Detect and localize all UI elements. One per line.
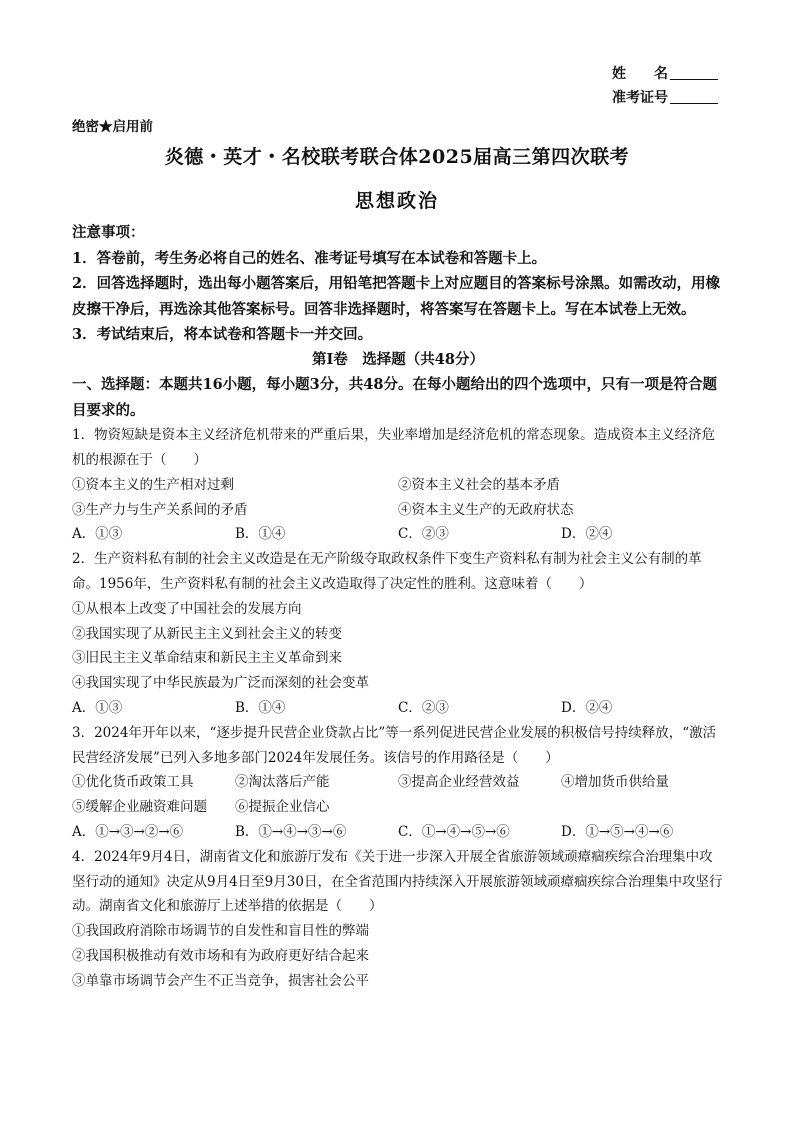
choice-d[interactable]: D．②④ — [561, 526, 613, 543]
statement-item: ③单靠市场调节会产生不正当竞争，损害社会公平 — [72, 972, 369, 989]
statement-item: ④我国实现了中华民族最为广泛而深刻的社会变革 — [72, 675, 369, 692]
statement-item: ⑤缓解企业融资难问题 — [72, 799, 207, 816]
notice-item: 1．答卷前，考生务必将自己的姓名、准考证号填写在本试卷和答题卡上。 — [72, 249, 547, 267]
notice-item: 3．考试结束后，将本试卷和答题卡一并交回。 — [72, 326, 373, 344]
statement-item: ③生产力与生产关系间的矛盾 — [72, 501, 248, 518]
section-heading: 第Ⅰ卷 选择题（共48分） — [312, 350, 484, 368]
statement-item: ③旧民主主义革命结束和新民主主义革命到来 — [72, 650, 342, 667]
name-row — [612, 62, 718, 86]
statement-item: ②淘汰落后产能 — [235, 774, 330, 791]
exam-id-blank[interactable] — [670, 89, 718, 104]
statement-item: ②资本主义社会的基本矛盾 — [398, 476, 560, 493]
question-stem: 1．物资短缺是资本主义经济危机带来的严重后果，失业率增加是经济危机的常态现象。造成资本主义经济危机的根源在于（ ） — [72, 427, 716, 468]
statement-item: ③提高企业经营效益 — [398, 774, 520, 791]
candidate-info — [612, 62, 718, 110]
choice-row — [72, 820, 724, 845]
statement-row — [72, 498, 724, 523]
choice-c[interactable]: C．②③ — [398, 526, 449, 543]
subject-title: 思想政治 — [354, 190, 439, 212]
choice-c[interactable]: C．②③ — [398, 699, 449, 716]
choice-row — [72, 522, 724, 547]
statement-item: ②我国实现了从新民主主义到社会主义的转变 — [72, 625, 342, 642]
exam-id-row — [612, 86, 718, 110]
statement-row — [72, 473, 724, 498]
choice-d[interactable]: D．②④ — [561, 699, 613, 716]
choice-b[interactable]: B．①④ — [235, 699, 286, 716]
statement-row — [72, 795, 724, 820]
choice-c[interactable]: C．①→④→⑤→⑥ — [398, 823, 510, 840]
choice-a[interactable]: A．①③ — [72, 526, 123, 543]
choice-a[interactable]: A．①→③→②→⑥ — [72, 823, 184, 840]
exam-title: 炎德・英才・名校联考联合体2025届高三第四次联考 — [164, 146, 630, 168]
secret-mark: 绝密★启用前 — [72, 119, 153, 135]
statement-item: ②我国积极推动有效市场和有为政府更好结合起来 — [72, 947, 369, 964]
statement-item: ①我国政府消除市场调节的自发性和盲目性的弊端 — [72, 923, 369, 940]
choice-b[interactable]: B．①④ — [235, 526, 286, 543]
statement-item: ④资本主义生产的无政府状态 — [398, 501, 574, 518]
question-stem: 3．2024年开年以来，“逐步提升民营企业贷款占比”等一系列促进民营企业发展的积极信号持续释放，“激活民营经济发展”已列入多地多部门2024年发展任务。该信号的作用路径是（ ） — [72, 724, 717, 766]
exam-content — [72, 220, 724, 993]
statement-item: ⑥提振企业信心 — [235, 799, 330, 816]
statement-item: ①资本主义的生产相对过剩 — [72, 476, 234, 493]
statement-item: ①优化货币政策工具 — [72, 774, 194, 791]
statement-item: ④增加货币供给量 — [561, 774, 669, 791]
statement-row — [72, 770, 724, 795]
exam-id-label: 准考证号 — [612, 90, 668, 106]
notice-heading: 注意事项： — [72, 224, 145, 241]
choice-row — [72, 696, 724, 721]
name-label: 姓 名 — [612, 66, 668, 82]
choice-d[interactable]: D．①→⑤→④→⑥ — [561, 823, 674, 840]
name-blank[interactable] — [670, 65, 718, 80]
choice-a[interactable]: A．①③ — [72, 699, 123, 716]
question-stem: 4．2024年9月4日，湖南省文化和旅游厅发布《关于进一步深入开展全省旅游领域顽瘴痼疾综合治理集中攻坚行动的通知》决定从9月4日至9月30日，在全省范围内持续深入开展旅游领域顽瘴痼疾综合治理集中攻坚行动。湖南省文化和旅游厅上述举措的依据是（ ） — [72, 848, 723, 915]
section-instruction: 一、选择题：本题共16小题，每小题3分，共48分。在每小题给出的四个选项中，只有一项是符合题目要求的。 — [72, 375, 717, 419]
statement-item: ①从根本上改变了中国社会的发展方向 — [72, 600, 302, 617]
choice-b[interactable]: B．①→④→③→⑥ — [235, 823, 347, 840]
notice-item: 2．回答选择题时，选出每小题答案后，用铅笔把答题卡上对应题目的答案标号涂黑。如需改动，用橡皮擦干净后，再选涂其他答案标号。回答非选择题时，将答案写在答题卡上。写在本试卷上无效。 — [72, 275, 721, 318]
question-stem: 2．生产资料私有制的社会主义改造是在无产阶级夺取政权条件下变生产资料私有制为社会主义公有制的革命。1956年，生产资料私有制的社会主义改造取得了决定性的胜利。这意味着（ ） — [72, 551, 702, 592]
